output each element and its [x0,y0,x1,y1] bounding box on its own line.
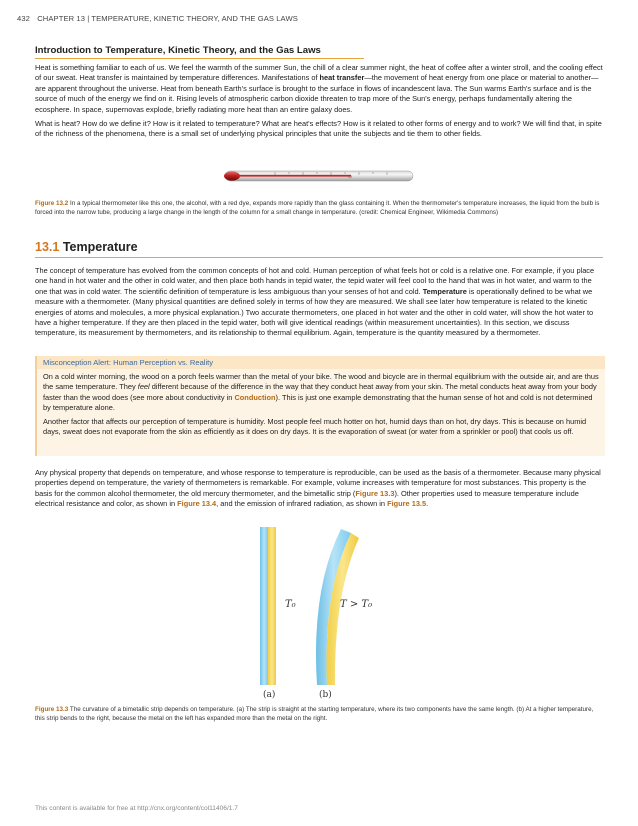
section-body [35,262,603,339]
label-t0: T₀ [285,599,296,610]
intro-section [35,40,605,140]
alert-body [37,372,605,437]
term-temperature: Temperature [422,286,467,296]
link-figure-13-4[interactable]: Figure 13.4 [177,499,217,509]
intro-title: Introduction to Temperature, Kinetic Theory, and the Gas Laws [35,45,364,59]
emphasis-feel: feel [137,382,150,392]
running-head [17,14,298,23]
chapter-title: CHAPTER 13 | TEMPERATURE, KINETIC THEORY, AND THE GAS LAWS [37,14,298,23]
thermometer-properties-section [35,464,603,510]
thermometer-paragraph: Any physical property that depends on temperature, and whose response to temperature is reproducible, can be used as the basis of a thermometer. Because many physical properties depend on temperature, the variety of thermometers is remarkable. For example, volume increases with temperature for most substances. This property is the basis for the common alcohol thermometer, the old mercury thermometer, and the bimetallic strip (Figure 13.3). Other properties used to measure temperature include electrical resistance and color, as shown in Figure 13.4, and the emission of infrared radiation, as shown in Figure 13.5. [35,468,601,509]
intro-paragraph-1: Heat is something familiar to each of us. We feel the warmth of the summer Sun, the chill of a clear summer night, the heat of coffee after a winter stroll, and the cooling effect of our sweat. Heat transfer is maintained by temperature differences. Manifestations of heat transfer—the movement of heat energy from one place or material to another—are apparent throughout the universe. Heat from beneath Earth's surface is brought to the surface in flows of incandescent lava. The Sun warms Earth's surface and is the source of much of the energy we find on it. Rising levels of atmospheric carbon dioxide threaten to trap more of the Sun's energy, perhaps fundamentally altering the ecosphere. In space, supernovas explode, briefly radiating more heat than an entire galaxy does. [35,63,603,114]
section-number: 13.1 [35,240,60,254]
alert-heading: Misconception Alert: Human Perception vs. Reality [37,356,605,369]
page-footer: This content is available for free at http://cnx.org/content/col11406/1.7 [35,805,238,812]
figure-13-2-label: Figure 13.2 [35,200,69,207]
misconception-alert-box [35,356,605,456]
section-paragraph-1: The concept of temperature has evolved from the common concepts of hot and cold. Human perception of what feels hot or cold is a relative one. For example, if you place one hand in hot water and the other in cold water, and then place both hands in tepid water, the tepid water will feel cool to the hand that was in hot water, and warm to the one that was in cold water. The scientific definition of temperature is less ambiguous than your senses of hot and cold. Temperature is operationally defined to be what we measure with a thermometer. (Many physical quantities are defined solely in terms of how they are measured. We shall see later how temperature is related to the kinetic energies of atoms and molecules, a more physical explanation.) Two accurate thermometers, one placed in hot water and the other in cold water, will show the hot water to have a higher temperature. If they are then placed in the tepid water, both will give identical readings (within measurement uncertainties). In this section, we discuss temperature, its measurement by thermometers, and its relationship to thermal equilibrium. Again, temperature is the quantity measured by a thermometer. [35,266,595,338]
section-title: Temperature [62,240,138,254]
bimetallic-strip-image [245,527,395,699]
link-conduction[interactable]: Conduction [234,392,276,402]
figure-13-3-caption: Figure 13.3 The curvature of a bimetallic strip depends on temperature. (a) The strip is straight at the starting temperature, where its two components have the same length. (b) At a higher temperature, this strip bends to the right, because the metal on the left has expanded more than the metal on the right. [35,706,594,722]
label-a: (a) [263,690,276,699]
page-number: 432 [17,14,30,23]
alert-paragraph-2: Another factor that affects our perception of temperature is humidity. Most people feel much hotter on hot, humid days than on hot, dry days. This is because on humid days, sweat does not evaporate from the skin as efficiently as it does on dry days. It is the evaporation of sweat (or water from a sprinkler or pool) that cools us off. [43,416,587,437]
figure-13-2-caption: Figure 13.2 In a typical thermometer like this one, the alcohol, with a red dye, expands more rapidly than the glass containing it. When the thermometer's temperature increases, the liquid from the bulb is forced into the narrow tube, producing a large change in the length of the column for a small change in temperature. (credit: Chemical Engineer, Wikimedia Commons) [35,200,600,216]
label-t-greater: T > T₀ [340,599,373,610]
term-heat-transfer: heat transfer [319,73,365,83]
thermometer-figure [219,158,417,194]
link-figure-13-3[interactable]: Figure 13.3 [355,488,395,498]
section-heading [35,240,138,254]
alert-paragraph-1: On a cold winter morning, the wood on a porch feels warmer than the metal of your bike. The wood and bicycle are in thermal equilibrium with the outside air, and are thus the same temperature. They feel different because of the difference in the way that they conduct heat away from your skin. The metal conducts heat away from your body faster than the wood does (see more about conductivity in Conduction). This is just one example demonstrating that the human sense of hot and cold is not determined by temperature alone. [43,372,599,413]
link-figure-13-5[interactable]: Figure 13.5 [387,499,427,509]
intro-paragraph-2: What is heat? How do we define it? How is it related to temperature? What are heat's effects? How is it related to other forms of energy and to work? We will find that, in spite of the richness of the phenomena, there is a small set of underlying physical principles that unite the subjects and tie them to other fields. [35,119,602,139]
section-divider [35,257,603,258]
label-b: (b) [319,690,332,699]
bimetallic-strip-figure [245,527,395,699]
thermometer-image [219,158,417,194]
strip-a [260,527,276,685]
figure-13-3-label: Figure 13.3 [35,706,69,713]
